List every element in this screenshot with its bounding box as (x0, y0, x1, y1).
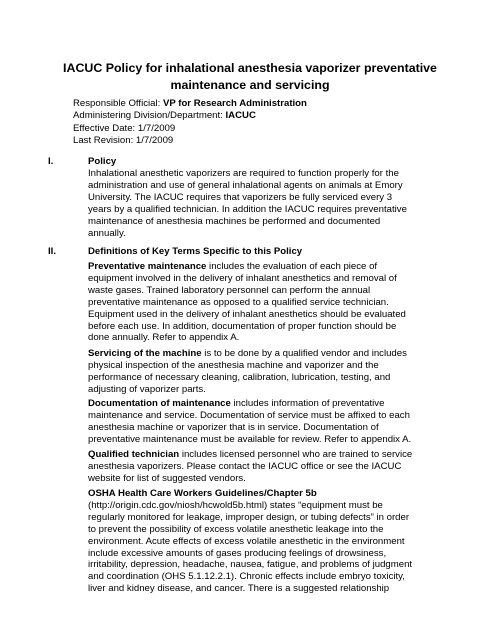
administering-division: Administering Division/Department: IACUC (73, 110, 256, 122)
definition-qualified-technician: Qualified technician includes licensed personnel who are trained to service anesthesia vaporizers. Please contact the IACUC office or see the IACUC website for list of suggested vendors. (88, 449, 413, 484)
definition-preventative-maintenance: Preventative maintenance includes the evaluation of each piece of equipment involved in the delivery of inhalant anesthetics and removal of waste gases. Trained laboratory personnel can perform the annual preventative maintenance as opposed to a qualified service technician. Equipment used in the delivery of inhalant anesthetics should be evaluated before each use. In addition, documentation of proper function should be done annually. Refer to appendix A. (88, 261, 406, 344)
title-line-1: IACUC Policy for inhalational anesthesia vaporizer preventative (63, 61, 437, 75)
term-documentation: Documentation of maintenance (88, 398, 231, 409)
definition-servicing: Servicing of the machine is to be done by a qualified vendor and includes physical inspection of the anesthesia machine and vaporizer and the performance of necessary cleaning, calibration, lubrication, testing, and adjusting of vaporizer parts. (88, 348, 407, 395)
policy-metadata (73, 98, 307, 148)
title-line-2: maintenance and servicing (170, 78, 330, 92)
section-number-definitions: II. (48, 246, 56, 257)
last-revision: Last Revision: 1/7/2009 (73, 135, 174, 147)
term-qualified-technician: Qualified technician (88, 449, 180, 460)
section-heading-definitions: Definitions of Key Terms Specific to this Policy (88, 246, 303, 257)
section-number-policy: I. (48, 156, 54, 167)
term-servicing: Servicing of the machine (88, 348, 202, 359)
definition-documentation: Documentation of maintenance includes information of preventative maintenance and service. Documentation of service must be affixed to each anesthesia machine or vaporizer that is in service. Documentation of preventative maintenance must be available for review. Refer to appendix A. (88, 398, 412, 445)
definition-osha-guidelines: OSHA Health Care Workers Guidelines/Chapter 5b (http://origin.cdc.gov/niosh/hcwold5b.html) states “equipment must be regularly monitored for leakage, improper design, or tubing defects” in order to prevent the possibility of excess volatile anesthetic leakage into the environment. Acute effects of excess volatile anesthetic in the environment include excessive amounts of gases producing feelings of drowsiness, irritability, depression, headache, nausea, fatigue, and problems of judgment and coordination (OHS 5.1.12.2.1). Chronic effects include embryo toxicity, liver and kidney disease, and cancer. There is a suggested relationship (88, 488, 413, 595)
document-title (60, 60, 440, 94)
term-preventative-maintenance: Preventative maintenance (88, 261, 207, 272)
policy-paragraph: Inhalational anesthetic vaporizers are required to function properly for the administration and use of general inhalational agents on animals at Emory University. The IACUC requires that vaporizers be fully serviced every 3 years by a qualified technician. In addition the IACUC requires preventative maintenance of anesthesia machines be performed and documented annually. (88, 168, 407, 239)
section-heading-policy: Policy (88, 156, 117, 167)
effective-date: Effective Date: 1/7/2009 (73, 122, 176, 134)
term-osha-guidelines: OSHA Health Care Workers Guidelines/Chapter 5b (88, 488, 317, 499)
responsible-official: Responsible Official: VP for Research Administration (73, 98, 307, 109)
